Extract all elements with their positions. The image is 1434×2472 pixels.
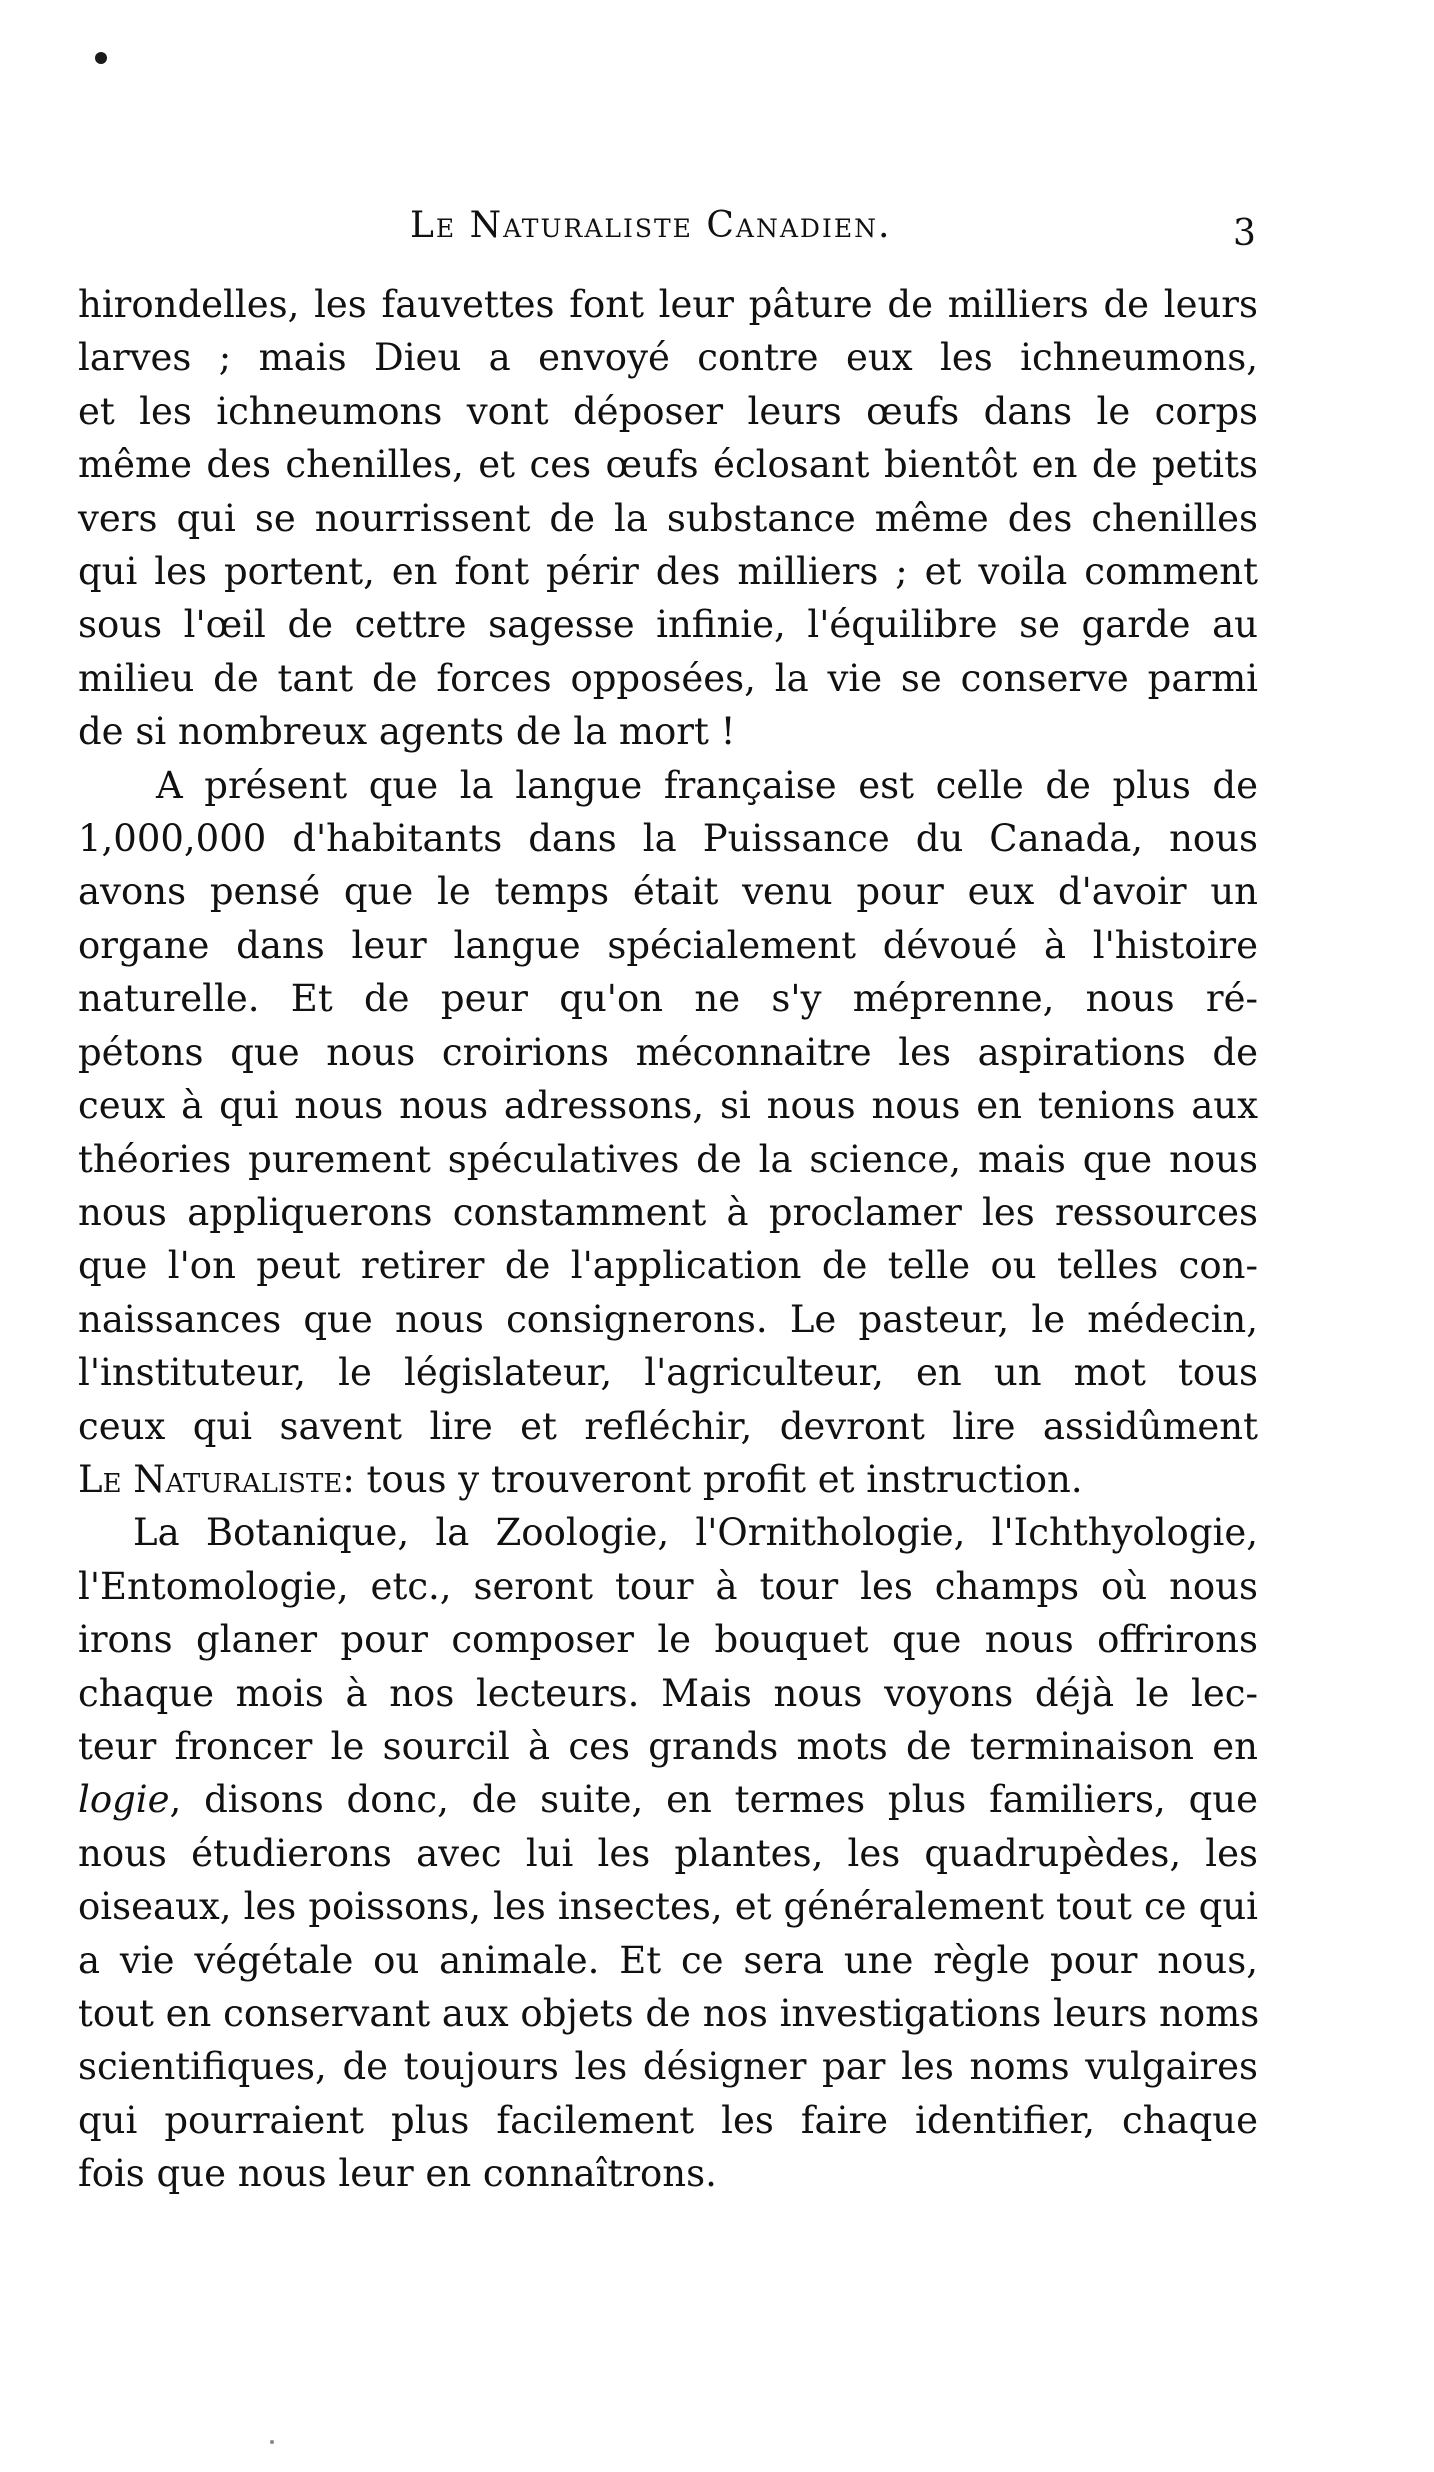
text-line: 1,000,000 d'habitants dans la Puissance du Canada, nous [78, 817, 1258, 861]
paragraph-3 [78, 1506, 1258, 2200]
ink-speck [95, 52, 107, 64]
text-line: qui les portent, en font périr des milliers ; et voila comment [78, 550, 1258, 594]
text-line: l'instituteur, le législateur, l'agriculteur, en un mot tous [78, 1351, 1258, 1395]
text-line: teur froncer le sourcil à ces grands mots de terminaison en [78, 1724, 1258, 1768]
text-line: hirondelles, les fauvettes font leur pâture de milliers de leurs [78, 283, 1258, 326]
text-line: l'Entomologie, etc., seront tour à tour les champs où nous [78, 1564, 1258, 1608]
text-line: La Botanique, la Zoologie, l'Ornithologie, l'Ichthyologie, [133, 1511, 1258, 1555]
text-line: A présent que la langue française est celle de plus de [156, 763, 1258, 807]
journal-name-inline: Le Naturaliste [78, 1457, 343, 1501]
text-fragment: , disons donc, de suite, en termes plus familiers, que [169, 1778, 1258, 1822]
text-line: larves ; mais Dieu a envoyé contre eux les ichneumons, [78, 336, 1258, 380]
italic-term: logie [78, 1778, 170, 1822]
text-line: même des chenilles, et ces œufs éclosant bientôt en de petits [78, 443, 1258, 487]
running-head [0, 205, 1434, 255]
text-line: nous appliquerons constamment à proclamer les ressources [78, 1190, 1258, 1234]
text-line: qui pourraient plus facilement les faire identifier, chaque [78, 2098, 1258, 2142]
text-line: tout en conservant aux objets de nos investigations leurs noms [78, 1992, 1260, 2035]
journal-title: Le Naturaliste Canadien. [410, 205, 892, 246]
text-line: sous l'œil de cettre sagesse infinie, l'équilibre se garde au [78, 603, 1258, 647]
text-line: naturelle. Et de peur qu'on ne s'y méprenne, nous ré- [78, 977, 1258, 1021]
text-line: avons pensé que le temps était venu pour eux d'avoir un [78, 870, 1258, 914]
text-line: pétons que nous croirions méconnaitre les aspirations de [78, 1030, 1258, 1074]
text-line: scientifiques, de toujours les désigner par les noms vulgaires [78, 2045, 1258, 2089]
text-line [78, 1773, 1258, 1826]
text-line: a vie végétale ou animale. Et ce sera une règle pour nous, [78, 1938, 1258, 1982]
page-number: 3 [1233, 213, 1256, 254]
text-line: théories purement spéculatives de la science, mais que nous [78, 1137, 1258, 1181]
text-line: nous étudierons avec lui les plantes, les quadrupèdes, les [78, 1831, 1258, 1875]
text-line [78, 1453, 1258, 1506]
paragraph-1 [78, 278, 1258, 759]
text-line: ceux qui savent lire et refléchir, devront lire assidûment [78, 1404, 1258, 1448]
text-line: vers qui se nourrissent de la substance même des chenilles [78, 496, 1258, 540]
ink-speck [270, 2440, 274, 2444]
text-line: ceux à qui nous nous adressons, si nous nous en tenions aux [78, 1084, 1258, 1128]
text-line: irons glaner pour composer le bouquet que nous offrirons [78, 1618, 1258, 1662]
text-fragment: : tous y trouveront profit et instruction. [342, 1457, 1083, 1501]
text-line: milieu de tant de forces opposées, la vie se conserve parmi [78, 656, 1258, 700]
text-line: que l'on peut retirer de l'application de telle ou telles con- [78, 1244, 1258, 1288]
text-line: fois que nous leur en connaîtrons. [78, 2152, 717, 2196]
body-text [78, 278, 1258, 2201]
text-line: naissances que nous consignerons. Le pasteur, le médecin, [78, 1297, 1258, 1341]
text-line: organe dans leur langue spécialement dévoué à l'histoire [78, 923, 1258, 967]
paragraph-2 [78, 759, 1258, 1507]
text-line: oiseaux, les poissons, les insectes, et généralement tout ce qui [78, 1885, 1258, 1929]
text-line: chaque mois à nos lecteurs. Mais nous voyons déjà le lec- [78, 1671, 1258, 1715]
text-line: de si nombreux agents de la mort ! [78, 710, 736, 754]
text-line: et les ichneumons vont déposer leurs œufs dans le corps [78, 389, 1258, 433]
